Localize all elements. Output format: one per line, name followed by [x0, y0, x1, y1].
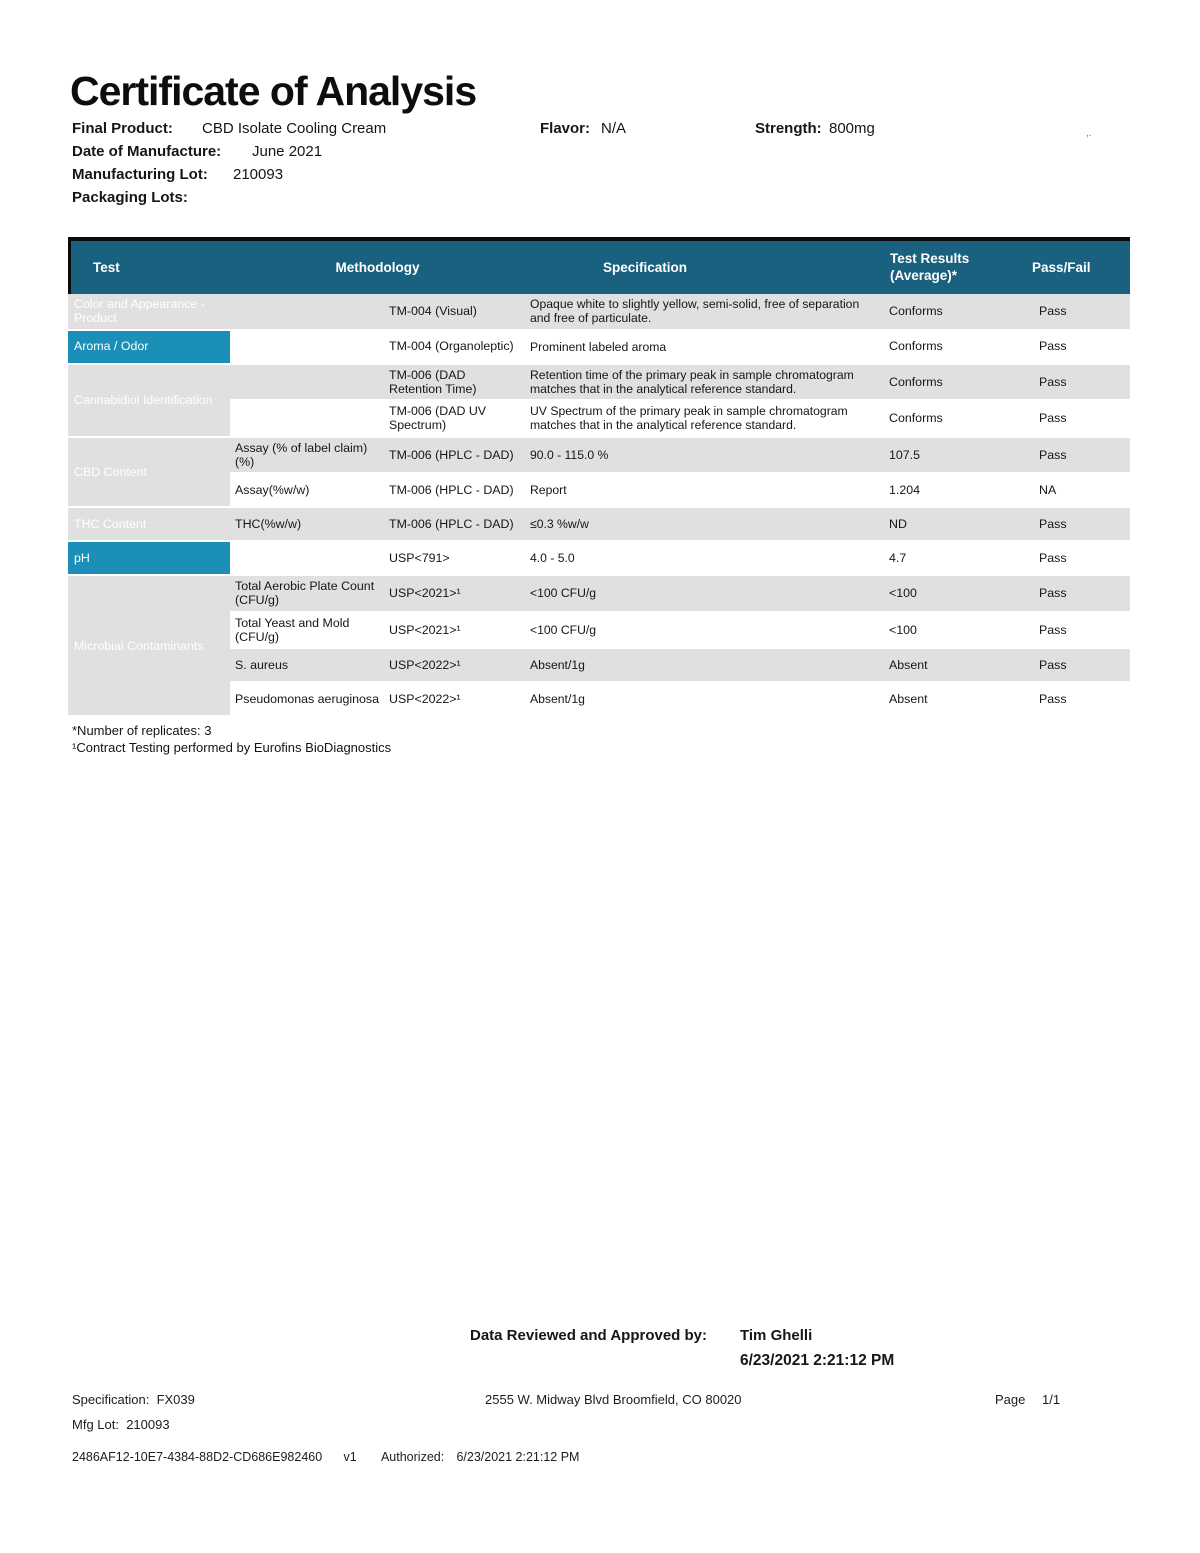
manufacturing-lot-label: Manufacturing Lot: — [72, 166, 208, 183]
footnotes — [72, 722, 1130, 756]
subtest-cell — [230, 365, 385, 402]
test-group-label: THC Content — [68, 508, 230, 542]
footnote-contract-testing: ¹Contract Testing performed by Eurofins BioDiagnostics — [72, 740, 392, 756]
page-title: Certificate of Analysis — [70, 68, 477, 114]
result-cell: ND — [880, 508, 1030, 542]
pass-fail-cell: NA — [1030, 474, 1130, 508]
subtest-cell: THC(%w/w) — [230, 508, 385, 542]
methodology-cell: USP<791> — [385, 542, 525, 576]
manufacturing-lot-value: 210093 — [233, 166, 284, 183]
footer-specification-label: Specification: — [72, 1392, 150, 1407]
final-product-row — [72, 120, 1132, 143]
subtest-cell — [230, 331, 385, 365]
test-results-line1: Test Results — [890, 250, 970, 266]
column-header-test: Test — [68, 237, 230, 294]
date-of-manufacture-value: June 2021 — [252, 143, 323, 160]
footer-specification — [72, 1392, 195, 1407]
methodology-cell: TM-006 (DAD UV Spectrum) — [385, 401, 525, 438]
footnote-replicates: *Number of replicates: 3 — [72, 723, 212, 739]
subtest-cell — [230, 542, 385, 576]
table-row — [68, 294, 1130, 331]
strength-value: 800mg — [829, 120, 875, 137]
specification-cell: 90.0 - 115.0 % — [525, 438, 880, 475]
specification-cell: Absent/1g — [525, 649, 880, 683]
final-product-value: CBD Isolate Cooling Cream — [202, 120, 387, 137]
test-group-label: Cannabidiol Identification — [68, 365, 230, 438]
footer-specification-value: FX039 — [156, 1392, 195, 1407]
footer-address: 2555 W. Midway Blvd Broomfield, CO 80020 — [485, 1392, 742, 1407]
document-version: v1 — [343, 1450, 357, 1464]
pass-fail-cell: Pass — [1030, 576, 1130, 613]
subtest-cell: Pseudomonas aeruginosa — [230, 683, 385, 717]
table-row — [68, 508, 1130, 542]
approval-datetime: 6/23/2021 2:21:12 PM — [740, 1352, 895, 1369]
table-row — [68, 438, 1130, 475]
table-row — [68, 365, 1130, 402]
methodology-cell: USP<2022>¹ — [385, 649, 525, 683]
specification-cell: UV Spectrum of the primary peak in sample chromatogram matches that in the analytical reference standard. — [525, 401, 880, 438]
methodology-cell: USP<2022>¹ — [385, 683, 525, 717]
methodology-cell: USP<2021>¹ — [385, 576, 525, 613]
header-fields — [72, 120, 1132, 212]
methodology-cell: TM-006 (DAD Retention Time) — [385, 365, 525, 402]
document-id: 2486AF12-10E7-4384-88D2-CD686E982460 — [72, 1450, 323, 1464]
result-cell: <100 — [880, 613, 1030, 650]
subtest-cell: S. aureus — [230, 649, 385, 683]
column-header-specification: Specification — [525, 237, 880, 294]
manufacturing-lot-row — [72, 166, 1132, 189]
final-product-label: Final Product: — [72, 120, 173, 137]
specification-cell: Prominent labeled aroma — [525, 331, 880, 365]
result-cell: Conforms — [880, 365, 1030, 402]
packaging-lots-label: Packaging Lots: — [72, 189, 188, 206]
result-cell: Absent — [880, 649, 1030, 683]
specification-cell: Absent/1g — [525, 683, 880, 717]
results-table-section — [68, 237, 1130, 756]
strength-label: Strength: — [755, 120, 822, 137]
pass-fail-cell: Pass — [1030, 542, 1130, 576]
subtest-cell: Assay (% of label claim)(%) — [230, 438, 385, 475]
footer-page-label: Page — [995, 1392, 1026, 1407]
result-cell: 107.5 — [880, 438, 1030, 475]
methodology-cell: TM-006 (HPLC - DAD) — [385, 508, 525, 542]
test-results-line2: (Average)* — [890, 267, 958, 283]
footer-mfg-lot — [72, 1417, 170, 1432]
table-row — [68, 576, 1130, 613]
result-cell: Conforms — [880, 401, 1030, 438]
pass-fail-cell: Pass — [1030, 401, 1130, 438]
date-of-manufacture-label: Date of Manufacture: — [72, 143, 222, 160]
authorized-datetime: 6/23/2021 2:21:12 PM — [456, 1450, 580, 1464]
pass-fail-cell: Pass — [1030, 683, 1130, 717]
specification-cell: Report — [525, 474, 880, 508]
results-table — [68, 237, 1130, 717]
result-cell: Conforms — [880, 331, 1030, 365]
result-cell: Conforms — [880, 294, 1030, 331]
footer-mfg-lot-value: 210093 — [126, 1417, 170, 1432]
table-row — [68, 542, 1130, 576]
result-cell: <100 — [880, 576, 1030, 613]
approver-name: Tim Ghelli — [740, 1327, 813, 1344]
column-header-test-results — [880, 237, 1030, 294]
test-group-label: Microbial Contaminants — [68, 576, 230, 717]
pass-fail-cell: Pass — [1030, 438, 1130, 475]
authorized-label: Authorized: — [380, 1450, 445, 1464]
specification-cell: Retention time of the primary peak in sample chromatogram matches that in the analytical reference standard. — [525, 365, 880, 402]
test-group-label: Color and Appearance - Product — [68, 294, 230, 331]
pass-fail-cell: Pass — [1030, 649, 1130, 683]
pass-fail-cell: Pass — [1030, 508, 1130, 542]
packaging-lots-row — [72, 189, 1132, 212]
result-cell: Absent — [880, 683, 1030, 717]
result-cell: 1.204 — [880, 474, 1030, 508]
column-header-methodology: Methodology — [230, 237, 525, 294]
subtest-cell: Assay(%w/w) — [230, 474, 385, 508]
footer-mfg-lot-label: Mfg Lot: — [72, 1417, 119, 1432]
specification-cell: 4.0 - 5.0 — [525, 542, 880, 576]
subtest-cell: Total Aerobic Plate Count (CFU/g) — [230, 576, 385, 613]
pass-fail-cell: Pass — [1030, 365, 1130, 402]
footer-authorization-line — [72, 1450, 579, 1464]
methodology-cell: TM-006 (HPLC - DAD) — [385, 474, 525, 508]
specification-cell: <100 CFU/g — [525, 613, 880, 650]
table-header-row — [68, 237, 1130, 294]
flavor-value: N/A — [601, 120, 627, 137]
methodology-cell: TM-006 (HPLC - DAD) — [385, 438, 525, 475]
pass-fail-cell: Pass — [1030, 613, 1130, 650]
pass-fail-cell: Pass — [1030, 331, 1130, 365]
subtest-cell — [230, 294, 385, 331]
flavor-label: Flavor: — [540, 120, 591, 137]
approval-label: Data Reviewed and Approved by: — [470, 1327, 707, 1344]
subtest-cell: Total Yeast and Mold (CFU/g) — [230, 613, 385, 650]
footer-page-number: 1/1 — [1042, 1392, 1061, 1407]
test-group-label: pH — [68, 542, 230, 576]
table-row — [68, 331, 1130, 365]
specification-cell: <100 CFU/g — [525, 576, 880, 613]
test-group-label: Aroma / Odor — [68, 331, 230, 365]
result-cell: 4.7 — [880, 542, 1030, 576]
date-of-manufacture-row — [72, 143, 1132, 166]
pass-fail-cell: Pass — [1030, 294, 1130, 331]
specification-cell: ≤0.3 %w/w — [525, 508, 880, 542]
subtest-cell — [230, 401, 385, 438]
test-group-label: CBD Content — [68, 438, 230, 509]
specification-cell: Opaque white to slightly yellow, semi-solid, free of separation and free of particulate. — [525, 294, 880, 331]
methodology-cell: TM-004 (Organoleptic) — [385, 331, 525, 365]
scan-artifact-mark: ,. — [1086, 128, 1092, 139]
column-header-pass-fail: Pass/Fail — [1030, 237, 1130, 294]
methodology-cell: USP<2021>¹ — [385, 613, 525, 650]
methodology-cell: TM-004 (Visual) — [385, 294, 525, 331]
